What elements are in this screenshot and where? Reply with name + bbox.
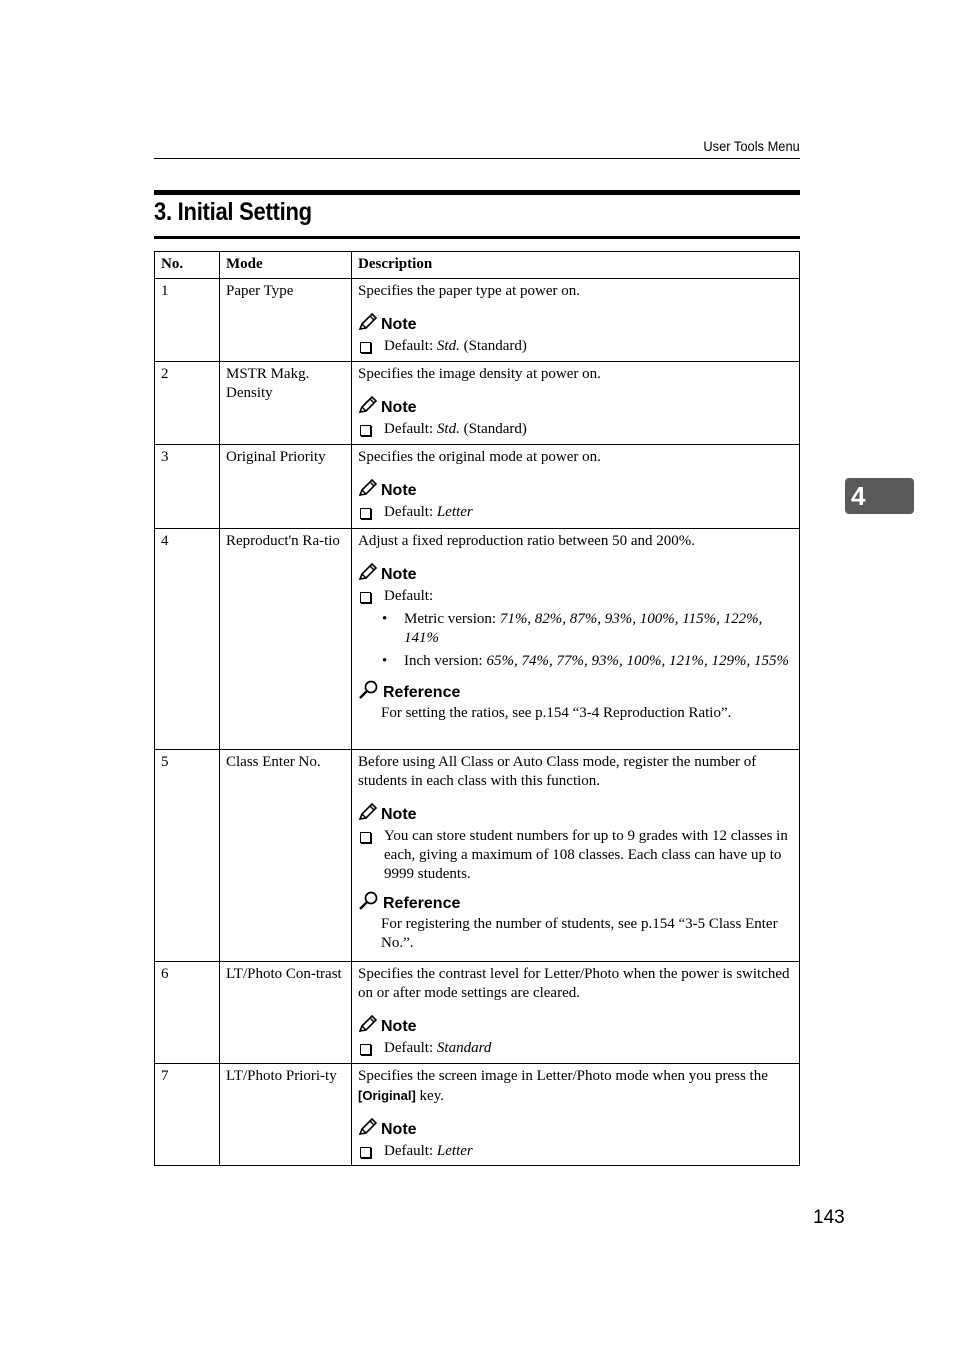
magnifier-icon (358, 680, 383, 705)
row-no: 1 (155, 279, 220, 362)
row-no: 4 (155, 529, 220, 750)
note-heading (358, 1015, 793, 1037)
row-description (352, 445, 800, 529)
title-rule-top (154, 190, 800, 195)
default-item (358, 420, 793, 439)
table-row (155, 1064, 800, 1166)
reference-text: For setting the ratios, see p.154 “3-4 Reproduction Ratio”. (381, 705, 732, 721)
row-mode: MSTR Makg. Density (220, 362, 352, 445)
pencil-icon (358, 1118, 381, 1141)
table-header-row (155, 252, 800, 279)
note-heading (358, 479, 793, 501)
row-no: 3 (155, 445, 220, 529)
note-heading (358, 563, 793, 585)
metric-label: Metric version: (404, 611, 500, 627)
checkbox-icon (360, 832, 371, 843)
table-row (155, 529, 800, 750)
row-mode: LT/Photo Priori-ty (220, 1064, 352, 1166)
default-item (358, 1142, 793, 1161)
magnifier-icon (358, 891, 383, 916)
row-mode: LT/Photo Con-trast (220, 962, 352, 1064)
list-item: • Inch version: 65%, 74%, 77%, 93%, 100%, 121%, 129%, 155% (382, 653, 789, 669)
note-heading (358, 313, 793, 335)
row-mode: Paper Type (220, 279, 352, 362)
note-heading (358, 803, 793, 825)
settings-table (154, 251, 800, 1166)
note-label: Note (381, 805, 417, 823)
metric-values: 71%, 82%, 87%, 93%, 100%, 115%, 122%, 141% (404, 611, 763, 646)
table-row (155, 362, 800, 445)
description-text-pre: Specifies the screen image in Letter/Photo mode when you press the (358, 1068, 768, 1084)
row-no: 2 (155, 362, 220, 445)
default-list (358, 610, 793, 671)
row-mode: Reproduct'n Ra-tio (220, 529, 352, 750)
table-row (155, 750, 800, 962)
row-no: 5 (155, 750, 220, 962)
table-row (155, 445, 800, 529)
checkbox-icon (360, 508, 371, 519)
reference-label: Reference (383, 894, 461, 912)
description-text: Specifies the original mode at power on. (358, 449, 601, 465)
default-value: Standard (436, 1040, 492, 1056)
reference-text: For registering the number of students, see p.154 “3-5 Class Enter No.”. (381, 916, 778, 951)
checkbox-icon (360, 592, 371, 603)
note-heading (358, 396, 793, 418)
title-rule-bottom (154, 236, 800, 239)
note-label: Note (381, 398, 417, 416)
default-item (358, 503, 793, 522)
header-section-title: User Tools Menu (703, 138, 800, 154)
pencil-icon (358, 803, 381, 826)
list-item: • Metric version: 71%, 82%, 87%, 93%, 100%, 115%, 122%, 141% (382, 611, 763, 646)
default-label: Default: (384, 1040, 434, 1056)
note-item (358, 827, 793, 884)
column-header-description: Description (352, 252, 800, 279)
page-title: 3. Initial Setting (154, 198, 312, 226)
pencil-icon (358, 563, 381, 586)
inch-label: Inch version: (404, 653, 487, 669)
row-description (352, 962, 800, 1064)
default-suffix: (Standard) (459, 421, 527, 437)
pencil-icon (358, 313, 381, 336)
row-no: 7 (155, 1064, 220, 1166)
description-text: Specifies the contrast level for Letter/Photo when the power is switched on or after mode settings are cleared. (358, 966, 790, 1001)
row-description (352, 1064, 800, 1166)
description-text: Specifies the image density at power on. (358, 366, 601, 382)
default-label: Default: (384, 588, 434, 604)
description-text: Before using All Class or Auto Class mode, register the number of students in each class with this function. (358, 754, 757, 789)
row-description (352, 750, 800, 962)
default-value: Letter (436, 1143, 473, 1159)
checkbox-icon (360, 425, 371, 436)
description-text: Specifies the paper type at power on. (358, 283, 581, 299)
default-label: Default: (384, 1143, 434, 1159)
row-no: 6 (155, 962, 220, 1064)
default-label: Default: (384, 504, 434, 520)
row-mode: Class Enter No. (220, 750, 352, 962)
note-text: You can store student numbers for up to 9 grades with 12 classes in each, giving a maximum of 108 classes. Each class can have up to 9999 students. (384, 828, 788, 882)
default-label: Default: (384, 338, 434, 354)
default-suffix: (Standard) (459, 338, 527, 354)
description-text-post: key. (415, 1088, 444, 1104)
reference-heading (358, 892, 793, 914)
column-header-no: No. (155, 252, 220, 279)
row-description (352, 529, 800, 750)
inch-values: 65%, 74%, 77%, 93%, 100%, 121%, 129%, 155% (486, 653, 789, 669)
checkbox-icon (360, 342, 371, 353)
checkbox-icon (360, 1044, 371, 1055)
chapter-tab: 4 (845, 478, 914, 514)
default-value: Letter (436, 504, 473, 520)
default-item (358, 587, 793, 606)
pencil-icon (358, 479, 381, 502)
default-item (358, 337, 793, 356)
note-label: Note (381, 565, 417, 583)
reference-label: Reference (383, 683, 461, 701)
default-value: Std. (436, 338, 460, 354)
pencil-icon (358, 1015, 381, 1038)
page-number: 143 (813, 1207, 845, 1228)
description-text: Adjust a fixed reproduction ratio between 50 and 200%. (358, 533, 695, 549)
reference-heading (358, 681, 793, 703)
default-item (358, 1039, 793, 1058)
header-rule (154, 158, 800, 159)
row-description (352, 362, 800, 445)
default-value: Std. (436, 421, 460, 437)
note-label: Note (381, 315, 417, 333)
note-label: Note (381, 481, 417, 499)
checkbox-icon (360, 1147, 371, 1158)
row-description (352, 279, 800, 362)
table-row (155, 279, 800, 362)
default-label: Default: (384, 421, 434, 437)
note-label: Note (381, 1017, 417, 1035)
pencil-icon (358, 396, 381, 419)
original-key-label: [Original] (358, 1088, 416, 1103)
table-row (155, 962, 800, 1064)
note-heading (358, 1118, 793, 1140)
column-header-mode: Mode (220, 252, 352, 279)
note-label: Note (381, 1120, 417, 1138)
description-text (358, 1067, 793, 1106)
row-mode: Original Priority (220, 445, 352, 529)
